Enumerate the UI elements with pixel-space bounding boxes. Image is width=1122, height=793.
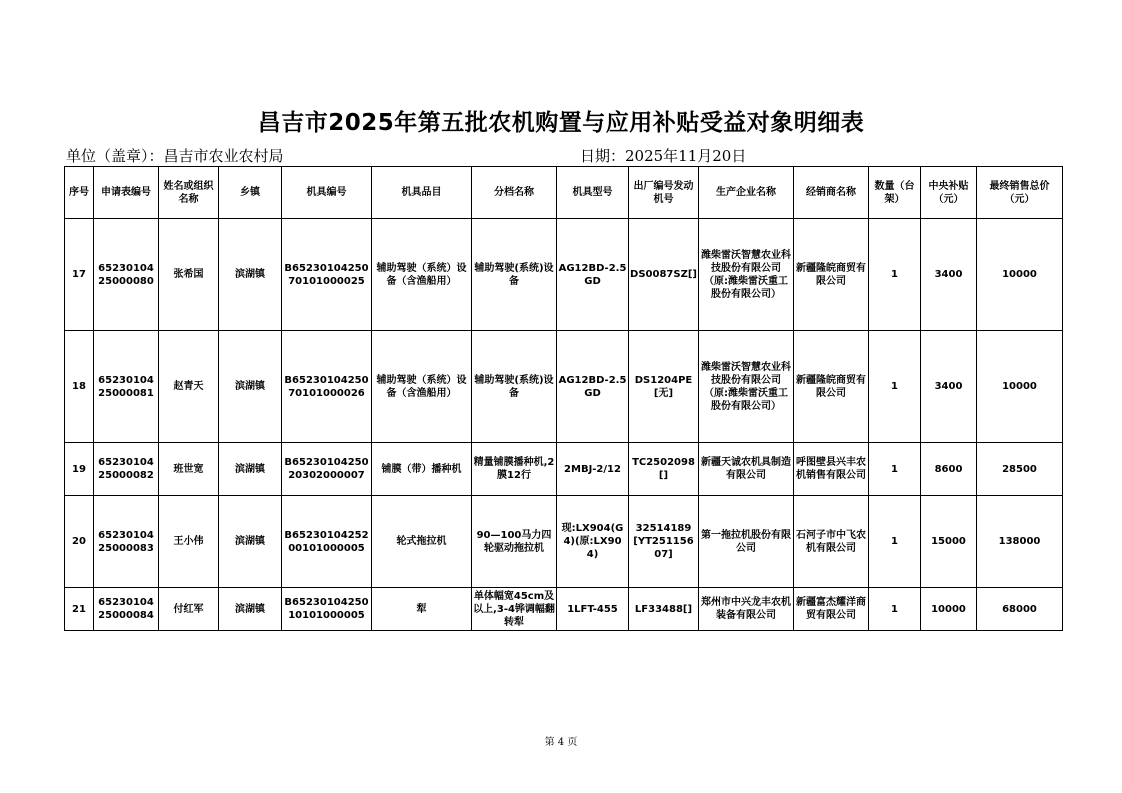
cell-qty: 1 xyxy=(869,588,921,631)
cell-town: 滨湖镇 xyxy=(219,588,282,631)
cell-dealer: 新疆隆皖商贸有限公司 xyxy=(794,331,869,443)
cell-price: 10000 xyxy=(977,331,1063,443)
cell-app-no: 6523010425000084 xyxy=(94,588,159,631)
cell-name: 班世宽 xyxy=(159,443,219,496)
cell-machine-no: B6523010425070101000025 xyxy=(282,219,372,331)
cell-machine-no: B6523010425020302000007 xyxy=(282,443,372,496)
cell-no: 21 xyxy=(65,588,94,631)
page-number: 第 4 页 xyxy=(544,737,578,748)
cell-serial: DS1204PE[无] xyxy=(629,331,699,443)
cell-no: 20 xyxy=(65,496,94,588)
cell-town: 滨湖镇 xyxy=(219,219,282,331)
cell-model: 2MBJ-2/12 xyxy=(557,443,629,496)
cell-qty: 1 xyxy=(869,219,921,331)
header-cell: 分档名称 xyxy=(472,167,557,219)
cell-grade: 单体幅宽45cm及以上,3-4铧调幅翻转犁 xyxy=(472,588,557,631)
cell-serial: 32514189[YT25115607] xyxy=(629,496,699,588)
cell-model: AG12BD-2.5GD xyxy=(557,331,629,443)
cell-dealer: 石河子市中飞农机有限公司 xyxy=(794,496,869,588)
table-row xyxy=(65,219,1063,331)
header-cell: 数量（台架） xyxy=(869,167,921,219)
cell-category: 轮式拖拉机 xyxy=(372,496,472,588)
cell-qty: 1 xyxy=(869,496,921,588)
cell-category: 辅助驾驶（系统）设备（含渔船用） xyxy=(372,331,472,443)
cell-town: 滨湖镇 xyxy=(219,443,282,496)
cell-no: 19 xyxy=(65,443,94,496)
cell-price: 68000 xyxy=(977,588,1063,631)
table-row xyxy=(65,331,1063,443)
cell-manufacturer: 第一拖拉机股份有限公司 xyxy=(699,496,794,588)
cell-grade: 90—100马力四轮驱动拖拉机 xyxy=(472,496,557,588)
cell-name: 付红军 xyxy=(159,588,219,631)
header-cell: 机具品目 xyxy=(372,167,472,219)
cell-serial: LF33488[] xyxy=(629,588,699,631)
cell-serial: TC2502098[] xyxy=(629,443,699,496)
cell-name: 张希国 xyxy=(159,219,219,331)
cell-manufacturer: 潍柴雷沃智慧农业科技股份有限公司（原:潍柴雷沃重工股份有限公司） xyxy=(699,219,794,331)
cell-no: 18 xyxy=(65,331,94,443)
header-cell: 机具型号 xyxy=(557,167,629,219)
cell-grade: 精量铺膜播种机,2膜12行 xyxy=(472,443,557,496)
cell-category: 铺膜（带）播种机 xyxy=(372,443,472,496)
cell-manufacturer: 郑州市中兴龙丰农机装备有限公司 xyxy=(699,588,794,631)
cell-app-no: 6523010425000081 xyxy=(94,331,159,443)
table-row xyxy=(65,443,1063,496)
header-cell: 乡镇 xyxy=(219,167,282,219)
header-cell: 申请表编号 xyxy=(94,167,159,219)
header-cell: 最终销售总价（元） xyxy=(977,167,1063,219)
cell-machine-no: B6523010425200101000005 xyxy=(282,496,372,588)
cell-app-no: 6523010425000080 xyxy=(94,219,159,331)
cell-price: 28500 xyxy=(977,443,1063,496)
cell-manufacturer: 潍柴雷沃智慧农业科技股份有限公司（原:潍柴雷沃重工股份有限公司） xyxy=(699,331,794,443)
cell-dealer: 呼图壁县兴丰农机销售有限公司 xyxy=(794,443,869,496)
table-row xyxy=(65,588,1063,631)
table-row xyxy=(65,496,1063,588)
cell-manufacturer: 新疆天诚农机具制造有限公司 xyxy=(699,443,794,496)
cell-app-no: 6523010425000083 xyxy=(94,496,159,588)
cell-model: 1LFT-455 xyxy=(557,588,629,631)
header-cell: 姓名或组织名称 xyxy=(159,167,219,219)
header-cell: 出厂编号发动机号 xyxy=(629,167,699,219)
date-label: 日期：2025年11月20日 xyxy=(580,147,747,165)
cell-no: 17 xyxy=(65,219,94,331)
cell-name: 赵青天 xyxy=(159,331,219,443)
cell-subsidy: 10000 xyxy=(921,588,977,631)
cell-category: 犁 xyxy=(372,588,472,631)
cell-serial: DS0087SZ[] xyxy=(629,219,699,331)
cell-model: AG12BD-2.5GD xyxy=(557,219,629,331)
cell-machine-no: B6523010425070101000026 xyxy=(282,331,372,443)
header-row xyxy=(65,167,1063,219)
subsidy-table xyxy=(64,166,1063,631)
cell-qty: 1 xyxy=(869,443,921,496)
cell-town: 滨湖镇 xyxy=(219,496,282,588)
cell-subsidy: 8600 xyxy=(921,443,977,496)
cell-subsidy: 3400 xyxy=(921,219,977,331)
header-cell: 机具编号 xyxy=(282,167,372,219)
header-cell: 中央补贴（元） xyxy=(921,167,977,219)
cell-grade: 辅助驾驶(系统)设备 xyxy=(472,331,557,443)
cell-app-no: 6523010425000082 xyxy=(94,443,159,496)
page-title: 昌吉市2025年第五批农机购置与应用补贴受益对象明细表 xyxy=(257,110,865,136)
cell-model: 现:LX904(G4)(原:LX904) xyxy=(557,496,629,588)
cell-name: 王小伟 xyxy=(159,496,219,588)
header-cell: 经销商名称 xyxy=(794,167,869,219)
cell-grade: 辅助驾驶(系统)设备 xyxy=(472,219,557,331)
cell-qty: 1 xyxy=(869,331,921,443)
cell-price: 138000 xyxy=(977,496,1063,588)
unit-label: 单位（盖章）：昌吉市农业农村局 xyxy=(66,147,284,165)
cell-machine-no: B6523010425010101000005 xyxy=(282,588,372,631)
cell-price: 10000 xyxy=(977,219,1063,331)
cell-dealer: 新疆隆皖商贸有限公司 xyxy=(794,219,869,331)
cell-subsidy: 3400 xyxy=(921,331,977,443)
header-cell: 序号 xyxy=(65,167,94,219)
cell-dealer: 新疆富杰耀洋商贸有限公司 xyxy=(794,588,869,631)
cell-town: 滨湖镇 xyxy=(219,331,282,443)
cell-category: 辅助驾驶（系统）设备（含渔船用） xyxy=(372,219,472,331)
header-cell: 生产企业名称 xyxy=(699,167,794,219)
cell-subsidy: 15000 xyxy=(921,496,977,588)
